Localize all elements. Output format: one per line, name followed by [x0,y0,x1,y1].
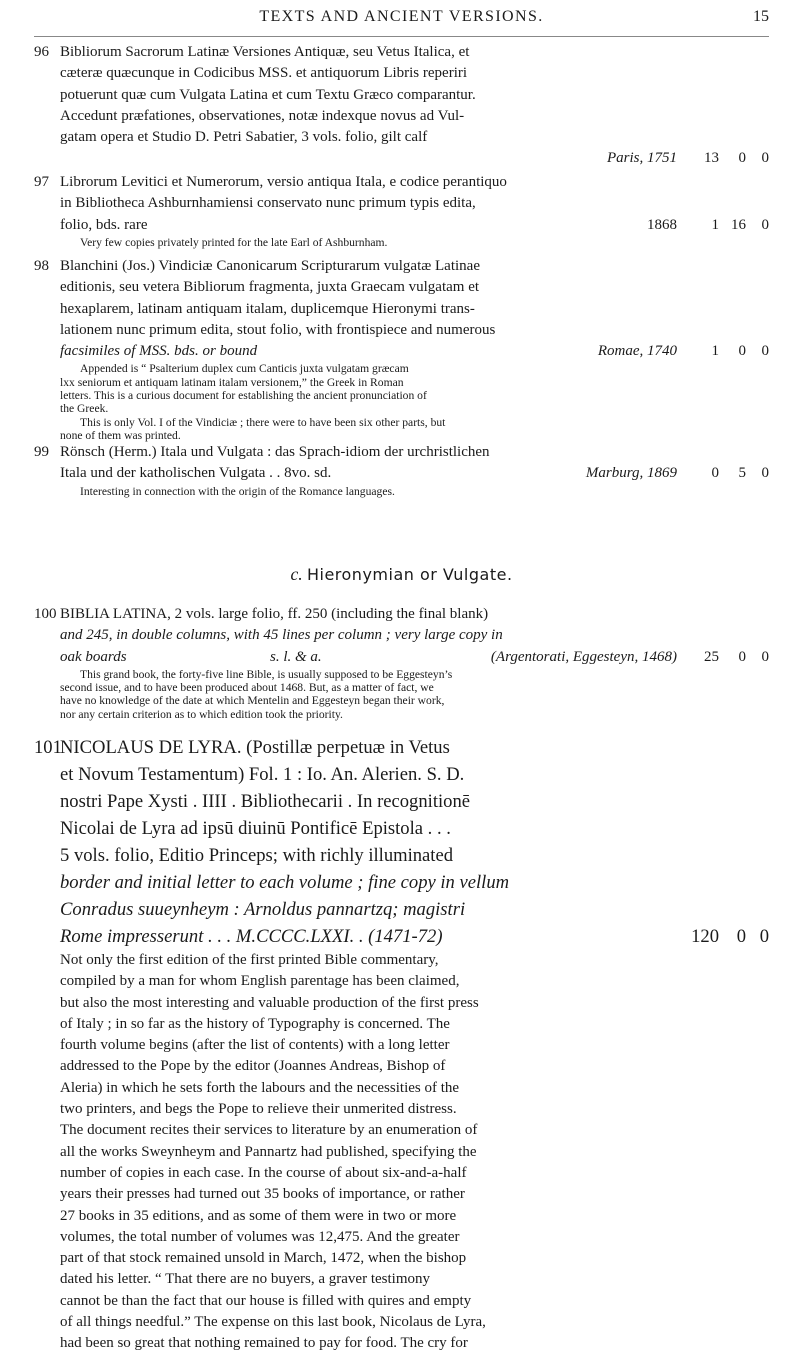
entry-line: potuerunt quæ cum Vulgata Latina et cum Textu Græco comparantur. [60,86,476,103]
entry-note: have no knowledge of the date at which Mentelin and Eggesteyn began their work, [60,694,445,708]
entry-line: BIBLIA LATINA, 2 vols. large folio, ff. 250 (including the final blank) [60,606,489,622]
body-line: of all things needful.” The expense on this last book, Nicolaus de Lyra, [60,1314,486,1331]
entry-heading-line: Rome impresserunt . . . M.CCCC.LXXI. . (1471-72) [60,926,443,947]
price-shillings: 0 [736,926,746,947]
entry-number: 98 [34,258,49,274]
price-pounds: 1 [711,216,719,233]
entry-note: Interesting in connection with the origin of the Romance languages. [80,484,395,498]
entry-line: Accedunt præfationes, observationes, notæ indexque novus ad Vul- [60,107,465,124]
entry-line: Itala und der katholischen Vulgata . . 8vo. sd. [60,465,332,482]
entry-note: nor any certain criterion as to which edition took the priority. [60,707,343,721]
entry-heading-line: Nicolai de Lyra ad ipsū diuinū Pontificē Epistola . . . [60,818,451,839]
body-line: years their presses had turned out 35 books of importance, or rather [60,1186,465,1203]
price-pounds: 0 [711,465,719,482]
price-shillings: 0 [738,150,746,167]
entry-97 [34,172,769,249]
entry-note: letters. This is a curious document for establishing the ancient pronunciation of [60,389,427,403]
body-line: 27 books in 35 editions, and as some of them were in two or more [60,1207,457,1224]
entry-description [34,950,769,1355]
entry-note: Very few copies privately printed for the late Earl of Ashburnham. [80,235,388,249]
entry-line: Blanchini (Jos.) Vindiciæ Canonicarum Scripturarum vulgatæ Latinae [60,258,480,274]
body-line: number of copies in each case. In the course of about six-and-a-half [60,1164,467,1181]
price-pence: 0 [761,150,769,167]
entry-line: oak boards [60,648,127,665]
entry-sine-loco: s. l. & a. [270,648,322,665]
running-head [34,6,769,37]
entry-line: and 245, in double columns, with 45 lines per column ; very large copy in [60,627,503,644]
entry-heading-line: nostri Pape Xysti . IIII . Bibliothecarii . In recognitionē [60,791,470,812]
entry-heading-line: border and initial letter to each volume ; fine copy in vellum [60,872,510,893]
entry-note: the Greek. [60,402,109,416]
entry-note: This grand book, the forty-five line Bible, is usually supposed to be Eggesteyn’s [80,667,453,681]
entry-number: 101 [34,737,62,758]
body-line: had been so great that nothing remained to pay for food. The cry for [60,1335,468,1352]
body-line: volumes, the total number of volumes was 12,475. And the greater [60,1228,460,1245]
price [683,148,769,169]
entry-100 [34,604,769,721]
price-pounds: 120 [691,926,719,947]
price-pence: 0 [759,926,769,947]
entry-line: facsimiles of MSS. bds. or bound [60,343,258,360]
entry-line: Rönsch (Herm.) Itala und Vulgata : das Sprach-idiom der urchristlichen [60,444,490,460]
price-shillings: 5 [738,465,746,482]
imprint: 1868 [647,216,677,233]
section-title: Hieronymian or Vulgate. [306,565,513,584]
entry-line: gatam opera et Studio D. Petri Sabatier, 3 vols. folio, gilt calf [60,129,428,146]
body-line: Aleria) in which he sets forth the labours and the necessities of the [60,1079,460,1096]
price-shillings: 0 [738,648,746,665]
price [683,647,769,668]
entry-number: 100 [34,606,57,622]
running-head-title: TEXTS AND ANCIENT VERSIONS. [259,8,544,25]
price [683,923,769,950]
entry-heading-line: Conradus suueynheym : Arnoldus pannartzq; magistri [60,899,466,920]
entry-line: editionis, seu vetera Bibliorum fragmenta, juxta Graecam vulgatam et [60,279,480,296]
entry-heading-line: et Novum Testamentum) Fol. 1 : Io. An. Alerien. S. D. [60,764,465,785]
entry-note: lxx seniorum et antiquam latinam italam versionem,” the Greek in Roman [60,375,404,389]
price-shillings: 0 [738,343,746,360]
price-pounds: 13 [704,150,719,167]
price-shillings: 16 [731,216,746,233]
body-line: compiled by a man for whom English parentage has been claimed, [60,973,460,990]
entry-line: in Bibliotheca Ashburnhamiensi conservato nunc primum typis edita, [60,195,476,212]
entry-note: Appended is “ Psalterium duplex cum Canticis juxta vulgatam græcam [80,362,409,376]
body-line: The document recites their services to literature by an enumeration of [60,1122,478,1139]
price-pence: 0 [761,465,769,482]
entry-line: folio, bds. rare [60,216,148,233]
body-line: of Italy ; in so far as the history of Typography is concerned. The [60,1015,450,1032]
price-pence: 0 [761,216,769,233]
entry-line: hexaplarem, latinam antiquam italam, duplicemque Hieronymi trans- [60,300,475,317]
body-line: fourth volume begins (after the list of contents) with a long letter [60,1037,450,1054]
entry-101 [34,734,769,1355]
body-line: all the works Sweynheym and Pannartz had published, specifying the [60,1143,477,1160]
entry-line: lationem nunc primum edita, stout folio, with frontispiece and numerous [60,321,496,338]
entry-99 [34,442,769,498]
entry-line: Librorum Levitici et Numerorum, versio antiqua Itala, e codice perantiquo [60,174,507,190]
entry-number: 97 [34,174,49,190]
entry-line: Bibliorum Sacrorum Latinæ Versiones Antiquæ, seu Vetus Italica, et [60,44,470,60]
entry-heading-line: 5 vols. folio, Editio Princeps; with richly illuminated [60,845,454,866]
body-line: cannot be than the fact that our house is filled with quires and empty [60,1292,472,1309]
body-line: part of that stock remained unsold in March, 1472, when the bishop [60,1250,467,1267]
imprint: Marburg, 1869 [585,465,677,482]
entry-note: second issue, and to have been produced about 1468. But, as a matter of fact, we [60,681,434,695]
price-pounds: 25 [704,648,719,665]
section-heading [34,563,769,586]
imprint: (Argentorati, Eggesteyn, 1468) [490,648,677,665]
price [683,215,769,236]
price [683,341,769,362]
entry-98 [34,256,769,442]
body-line: addressed to the Pope by the editor (Joannes Andreas, Bishop of [60,1058,446,1075]
entry-heading-line: NICOLAUS DE LYRA. (Postillæ perpetuæ in Vetus [60,737,450,758]
entry-line: cæteræ quæcunque in Codicibus MSS. et antiquorum Libris reperiri [60,65,468,82]
imprint: Romae, 1740 [597,343,677,360]
body-line: dated his letter. “ That there are no buyers, a graver testimony [60,1271,431,1288]
section-letter: c. [290,564,303,584]
body-line: two printers, and begs the Pope to relieve their unmerited distress. [60,1101,457,1118]
entry-note: none of them was printed. [60,428,181,442]
page-number: 15 [753,8,769,25]
body-line: but also the most interesting and valuable production of the first press [60,994,479,1011]
price-pounds: 1 [711,343,719,360]
entry-number: 99 [34,444,49,460]
price-pence: 0 [761,343,769,360]
price-pence: 0 [761,648,769,665]
body-line: Not only the first edition of the first printed Bible commentary, [60,952,439,968]
entry-note: This is only Vol. I of the Vindiciæ ; there were to have been six other parts, but [80,415,446,429]
imprint: Paris, 1751 [606,150,677,167]
entry-number: 96 [34,44,49,60]
price [683,463,769,484]
entry-96 [34,42,769,170]
